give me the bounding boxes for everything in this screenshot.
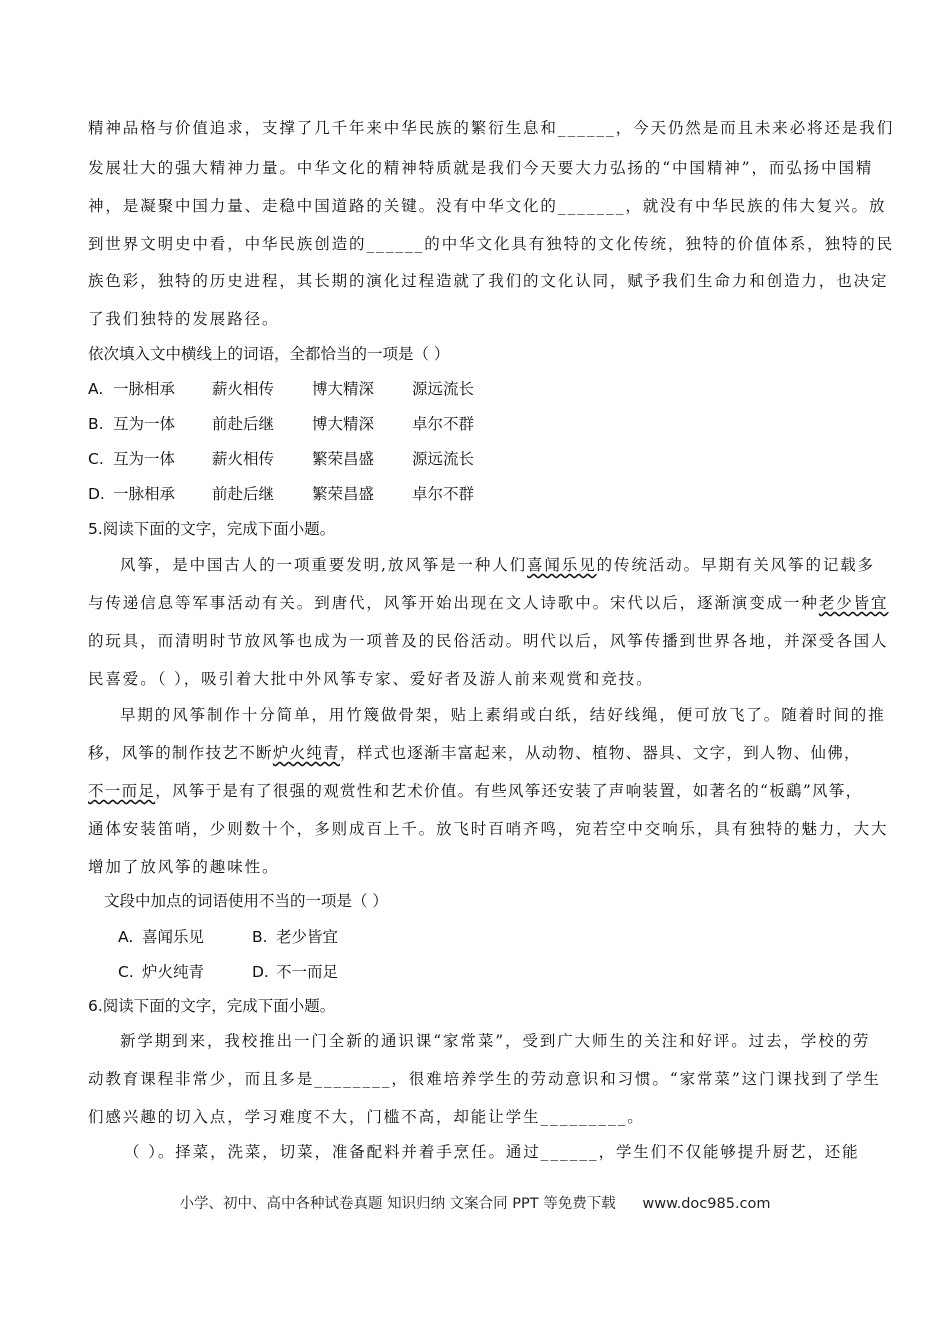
passage4-line: 到世界文明史中看，中华民族创造的______的中华文化具有独特的文化传统，独特的价值体系，独特的民 [88,235,895,253]
option-text: 炉火纯青 [142,963,205,981]
option-word: 一脉相承 [113,380,176,398]
option-text: 喜闻乐见 [142,928,205,946]
q6-paragraph-line: 动教育课程非常少，而且多是________，很难培养学生的劳动意识和习惯。“家常菜”这门课找到了学生 [88,1070,881,1088]
q5-options-row-2 [118,962,378,982]
footer-text: 小学、初中、高中各种试卷真题 知识归纳 文案合同 PPT 等免费下载 [179,1196,616,1212]
option-word: 前赴后继 [212,485,275,503]
passage4-line: 发展壮大的强大精神力量。中华文化的精神特质就是我们今天要大力弘扬的“中国精神”，而弘扬中国精 [88,159,874,177]
marked-word: 炉火纯青 [272,744,341,762]
q5-paragraph-line: 与传递信息等军事活动有关。到唐代，风筝开始出现在文人诗歌中。宋代以后，逐渐演变成一种老少皆宜 [88,594,889,612]
option-letter: A. [88,380,104,398]
option-letter: B. [252,928,268,946]
q5-paragraph-line: 风筝，是中国古人的一项重要发明,放风筝是一种人们喜闻乐见的传统活动。早期有关风筝的记载多 [120,556,876,574]
question-6-heading: 6.阅读下面的文字，完成下面小题。 [88,997,336,1015]
option-word: 卓尔不群 [412,415,475,433]
option-text: 不一而足 [276,963,339,981]
q5-paragraph-line: 通体安装笛哨，少则数十个，多则成百上千。放飞时百哨齐鸣，宛若空中交响乐，具有独特的魅力，大大 [88,820,889,838]
option-letter: B. [88,415,104,433]
option-d [88,484,508,504]
passage4-line: 神，是凝聚中国力量、走稳中国道路的关键。没有中华文化的_______，就没有中华民族的伟大复兴。放 [88,197,887,215]
question-5-heading: 5.阅读下面的文字，完成下面小题。 [88,520,336,538]
option-word: 薪火相传 [212,450,275,468]
option-word: 前赴后继 [212,415,275,433]
q5-paragraph-line: 增加了放风筝的趣味性。 [88,858,280,876]
option-letter: D. [252,963,269,981]
q5-paragraph-line: 移，风筝的制作技艺不断炉火纯青，样式也逐渐丰富起来，从动物、植物、器具、文字，到人物、仙佛， [88,744,861,762]
q5-paragraph-line: 不一而足，风筝于是有了很强的观赏性和艺术价值。有些风筝还安装了声响装置，如著名的“板鷂”风筝， [88,782,863,800]
option-word: 源远流长 [412,380,475,398]
passage4-line: 了我们独特的发展路径。 [88,310,280,328]
option-text: 老少皆宜 [276,928,339,946]
option-word: 互为一体 [113,415,176,433]
marked-word: 不一而足 [88,782,156,800]
option-word: 互为一体 [113,450,176,468]
option-letter: C. [118,963,134,981]
option-letter: C. [88,450,104,468]
q5-options-row-1 [118,927,378,947]
marked-word: 喜闻乐见 [527,556,597,574]
option-word: 繁荣昌盛 [312,485,375,503]
option-word: 卓尔不群 [412,485,475,503]
option-letter: A. [118,928,134,946]
q5-paragraph-line: 民喜爱。（ ），吸引着大批中外风筝专家、爱好者及游人前来观赏和竞技。 [88,670,654,688]
q5-paragraph-line: 的玩具，而清明时节放风筝也成为一项普及的民俗活动。明代以后，风筝传播到世界各地，并深受各国人 [88,632,889,650]
option-b [88,414,508,434]
option-word: 源远流长 [412,450,475,468]
option-word: 博大精深 [312,415,375,433]
page-footer [0,1192,950,1213]
option-word: 繁荣昌盛 [312,450,375,468]
option-c [88,449,508,469]
passage4-line: 族色彩，独特的历史进程，其长期的演化过程造就了我们的文化认同，赋予我们生命力和创造力，也决定 [88,272,889,290]
option-letter: D. [88,485,105,503]
option-word: 博大精深 [312,380,375,398]
option-word: 薪火相传 [212,380,275,398]
q6-paragraph-line: 们感兴趣的切入点，学习难度不大，门槛不高，却能让学生_________。 [88,1108,645,1126]
passage4-line: 精神品格与价值追求，支撑了几千年来中华民族的繁衍生息和______，今天仍然是而且未来必将还是我们 [88,119,895,137]
q6-paragraph-line: （ ）。择菜，洗菜，切菜，准备配料并着手烹任。通过______，学生们不仅能够提升厨艺，还能 [124,1143,860,1161]
option-word: 一脉相承 [113,485,176,503]
q6-paragraph-line: 新学期到来，我校推出一门全新的通识课“家常菜”，受到广大师生的关注和好评。过去，学校的劳 [120,1032,871,1050]
q5-paragraph-line: 早期的风筝制作十分简单，用竹篾做骨架，贴上素绢或白纸，结好线绳，便可放飞了。随着时间的推 [120,706,886,724]
option-a [88,379,508,399]
marked-word: 老少皆宜 [818,594,889,612]
question-4-prompt: 依次填入文中横线上的词语，全都恰当的一项是（ ） [88,345,450,363]
question-5-prompt: 文段中加点的词语使用不当的一项是（ ） [104,892,388,910]
footer-url-link[interactable]: www.doc985.com [642,1196,771,1212]
